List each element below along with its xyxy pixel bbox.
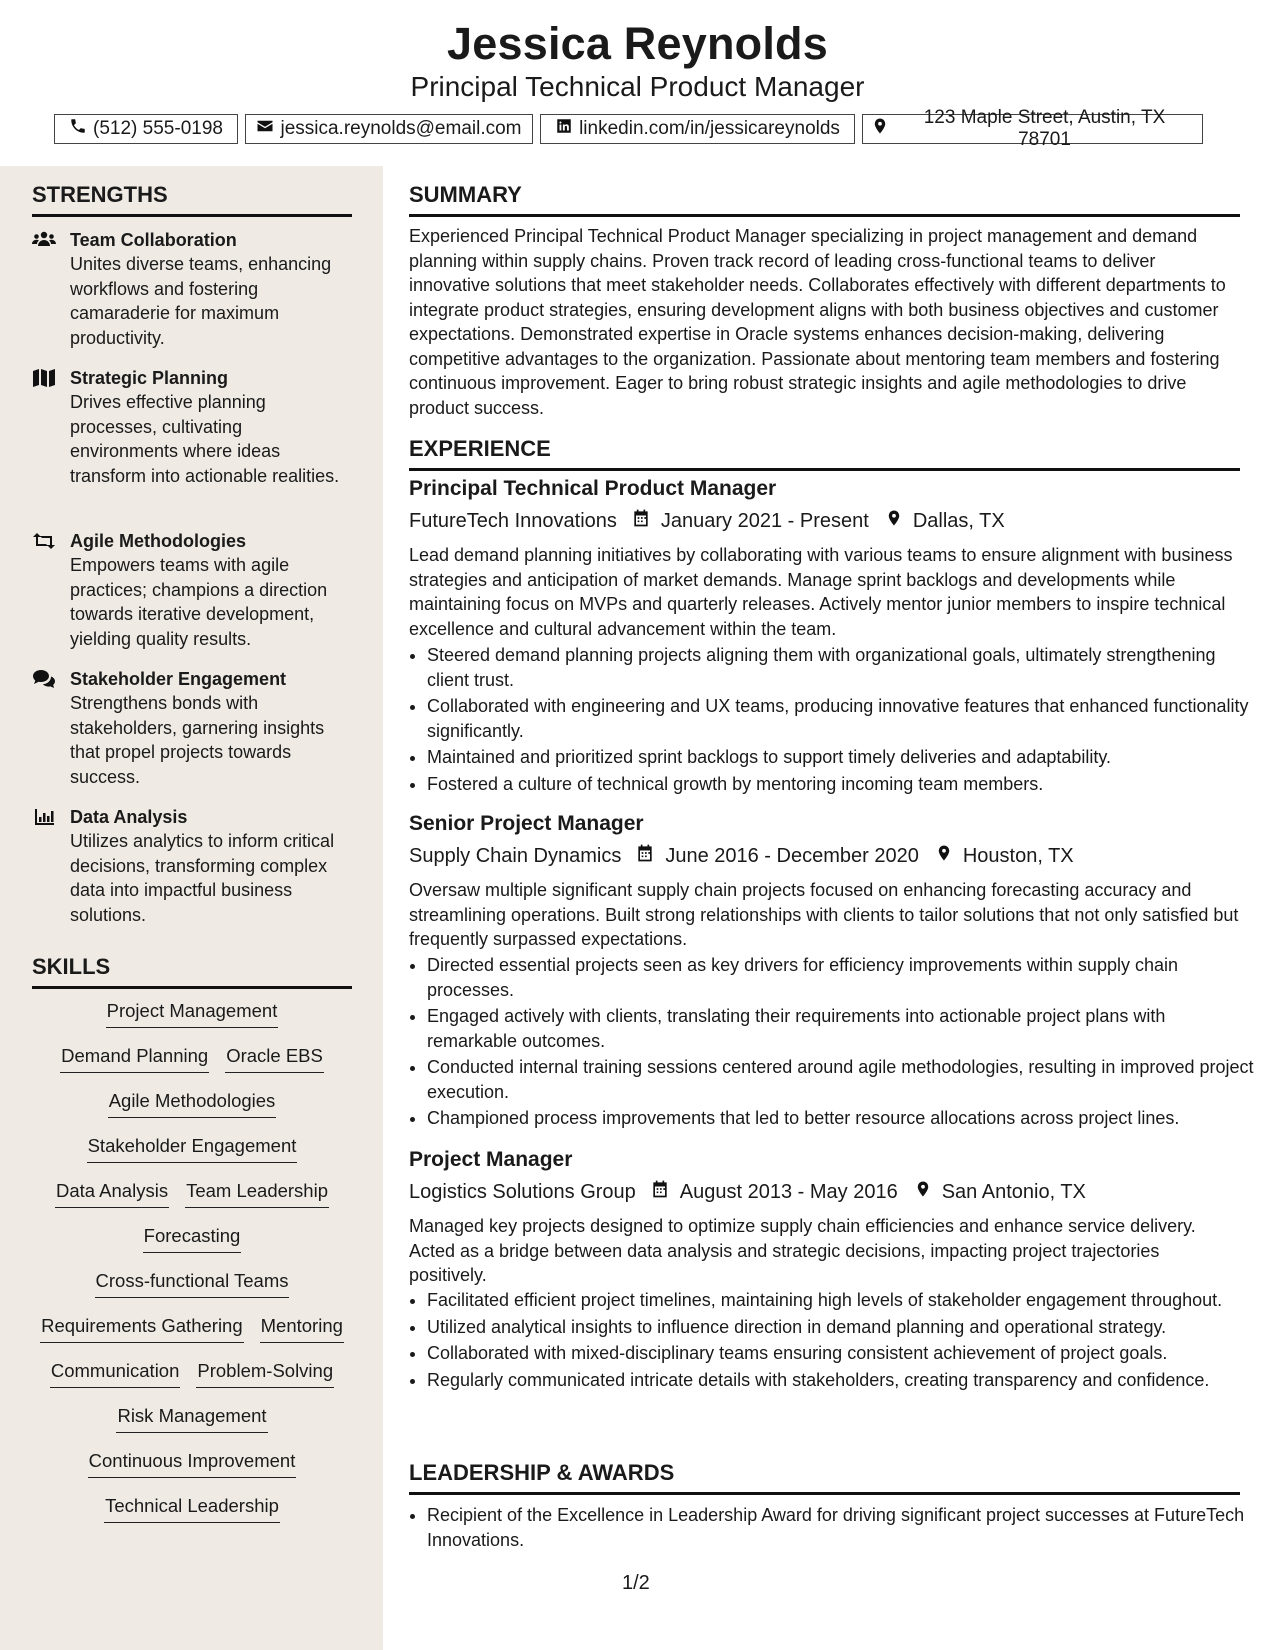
list-item: • Collaborated with mixed-disciplinary teams ensuring consistent achievement of project goals. <box>427 1341 1258 1366</box>
list-item: • Maintained and prioritized sprint backlogs to support timely deliveries and adaptability. <box>427 745 1258 770</box>
list-item: • Championed process improvements that led to better resource allocations across project lines. <box>427 1106 1258 1131</box>
list-item: • Engaged actively with clients, translating their requirements into actionable project plans with remarkable outcomes. <box>427 1004 1258 1053</box>
list-item: • Recipient of the Excellence in Leadership Award for driving significant project successes at FutureTech Innovations. <box>427 1503 1258 1552</box>
list-item: • Facilitated efficient project timelines, maintaining high levels of stakeholder engagement throughout. <box>427 1288 1258 1313</box>
awards-list <box>409 1503 1258 1554</box>
contact-linkedin-text: linkedin.com/in/jessicareynolds <box>579 118 840 139</box>
page-number: 1/2 <box>622 1572 650 1594</box>
contact-email[interactable] <box>245 114 533 144</box>
skill-tag: Forecasting <box>143 1225 242 1253</box>
skill-tag: Team Leadership <box>185 1180 329 1208</box>
job-meta <box>409 508 1005 534</box>
skill-tag: Requirements Gathering <box>40 1315 244 1343</box>
job-bullets <box>409 1288 1258 1394</box>
skill-tag: Agile Methodologies <box>108 1090 277 1118</box>
skills-list <box>32 1000 352 1540</box>
skills-heading: SKILLS <box>32 954 352 989</box>
skill-tag: Data Analysis <box>55 1180 169 1208</box>
job-title: Principal Technical Product Manager <box>409 477 777 500</box>
candidate-name: Jessica Reynolds <box>447 18 828 69</box>
job-location: Dallas, TX <box>912 509 1005 532</box>
skill-tag: Problem-Solving <box>196 1360 334 1388</box>
job-location: Houston, TX <box>962 844 1074 867</box>
job-description: Oversaw multiple significant supply chain projects focused on enhancing forecasting accuracy and streamlining operations. Built strong relationships with clients to tailor solutions that not only satisfied but frequently surpassed expectations. <box>409 880 1239 949</box>
skill-tag: Cross-functional Teams <box>95 1270 290 1298</box>
company-name: Supply Chain Dynamics <box>409 844 622 867</box>
job-dates: January 2021 - Present <box>660 509 869 532</box>
calendar-icon <box>636 1179 680 1205</box>
strength-description: Utilizes analytics to inform critical decisions, transforming complex data into impactful business solutions. <box>70 831 335 925</box>
strength-title: Team Collaboration <box>70 230 237 250</box>
calendar-icon <box>621 843 665 869</box>
skill-tag: Project Management <box>106 1000 279 1028</box>
strength-item <box>32 366 352 488</box>
job-location: San Antonio, TX <box>941 1180 1086 1203</box>
location-pin-icon <box>898 1179 942 1205</box>
strength-description: Drives effective planning processes, cultivating environments where ideas transform into actionable realities. <box>70 392 340 486</box>
skill-tag: Continuous Improvement <box>88 1450 297 1478</box>
job-title: Project Manager <box>409 1148 573 1171</box>
job-dates: June 2016 - December 2020 <box>665 844 919 867</box>
strength-item <box>32 228 352 350</box>
job-description: Lead demand planning initiatives by collaborating with various teams to ensure alignment with business strategies and anticipation of market demands. Manage sprint backlogs and developments while maintaining focus on MVPs and quarterly releases. Actively mentor junior members to inspire technical excellence and cultural advancement within the team. <box>409 545 1233 639</box>
map-icon <box>32 368 58 388</box>
strength-title: Strategic Planning <box>70 368 229 388</box>
envelope-icon <box>256 117 274 141</box>
strengths-heading: STRENGTHS <box>32 182 352 217</box>
list-item: • Fostered a culture of technical growth by mentoring incoming team members. <box>427 772 1258 797</box>
strength-description: Unites diverse teams, enhancing workflows and fostering camaraderie for maximum productivity. <box>70 254 332 348</box>
location-pin-icon <box>919 843 963 869</box>
contact-linkedin[interactable] <box>540 114 855 144</box>
calendar-icon <box>617 508 661 534</box>
list-item: • Directed essential projects seen as key drivers for efficiency improvements within supply chain processes. <box>427 953 1258 1002</box>
strength-description: Strengthens bonds with stakeholders, garnering insights that propel projects towards success. <box>70 693 325 787</box>
skill-tag: Mentoring <box>260 1315 344 1343</box>
experience-heading: EXPERIENCE <box>409 436 1240 471</box>
company-name: Logistics Solutions Group <box>409 1180 636 1203</box>
contact-address-text: 123 Maple Street, Austin, TX 78701 <box>923 107 1166 150</box>
job-meta <box>409 1179 1086 1205</box>
bar-chart-icon <box>32 807 58 827</box>
list-item: • Conducted internal training sessions centered around agile methodologies, resulting in improved project execution. <box>427 1055 1258 1104</box>
phone-icon <box>69 117 87 141</box>
list-item: • Utilized analytical insights to influence direction in demand planning and operational strategy. <box>427 1315 1258 1340</box>
job-description: Managed key projects designed to optimize supply chain efficiencies and enhance service delivery. Acted as a bridge between data analysis and strategic decisions, impacting project trajectories positively. <box>409 1216 1196 1285</box>
company-name: FutureTech Innovations <box>409 509 617 532</box>
strength-title: Stakeholder Engagement <box>70 669 287 689</box>
list-item: • Regularly communicated intricate details with stakeholders, creating transparency and confidence. <box>427 1368 1258 1393</box>
skill-tag: Technical Leadership <box>104 1495 280 1523</box>
strength-title: Agile Methodologies <box>70 531 247 551</box>
strength-title: Data Analysis <box>70 807 188 827</box>
contact-bar <box>54 107 1222 150</box>
linkedin-icon <box>555 117 573 141</box>
contact-phone[interactable] <box>54 114 238 144</box>
skill-tag: Risk Management <box>116 1405 267 1433</box>
location-pin-icon <box>869 508 913 534</box>
strength-item <box>32 805 352 927</box>
list-item: • Collaborated with engineering and UX teams, producing innovative features that enhanced functionality significantly. <box>427 694 1258 743</box>
skill-tag: Demand Planning <box>60 1045 209 1073</box>
job-bullets <box>409 643 1258 798</box>
awards-heading: LEADERSHIP & AWARDS <box>409 1460 1240 1495</box>
skill-tag: Stakeholder Engagement <box>87 1135 298 1163</box>
summary-text: Experienced Principal Technical Product Manager specializing in project management and demand planning within supply chains. Proven track record of leading cross-functional teams to deliver innovative solutions that meet stakeholder needs. Collaborates effectively with different departments to integrate product strategies, ensuring development aligns with both business objectives and customer expectations. Demonstrated expertise in Oracle systems enhances decision-making, delivering competitive advantages to the organization. Passionate about mentoring team members and fostering continuous improvement. Eager to bring robust strategic insights and agile methodologies to drive product success. <box>409 226 1226 418</box>
contact-phone-text: (512) 555-0198 <box>93 118 223 139</box>
strength-item <box>32 667 352 789</box>
strength-description: Empowers teams with agile practices; champions a direction towards iterative development, yielding quality results. <box>70 555 328 649</box>
users-icon <box>32 230 58 250</box>
job-meta <box>409 843 1074 869</box>
candidate-headline: Principal Technical Product Manager <box>410 71 865 102</box>
retweet-icon <box>32 531 58 551</box>
job-title: Senior Project Manager <box>409 812 644 835</box>
skill-tag: Communication <box>50 1360 181 1388</box>
job-dates: August 2013 - May 2016 <box>679 1180 898 1203</box>
list-item: • Steered demand planning projects aligning them with organizational goals, ultimately strengthening client trust. <box>427 643 1258 692</box>
comments-icon <box>32 669 58 689</box>
skill-tag: Oracle EBS <box>225 1045 324 1073</box>
strength-item <box>32 529 352 651</box>
summary-heading: SUMMARY <box>409 182 1240 217</box>
contact-email-text: jessica.reynolds@email.com <box>280 118 522 139</box>
contact-address <box>862 107 1203 150</box>
location-pin-icon <box>871 117 889 141</box>
job-bullets <box>409 953 1258 1133</box>
